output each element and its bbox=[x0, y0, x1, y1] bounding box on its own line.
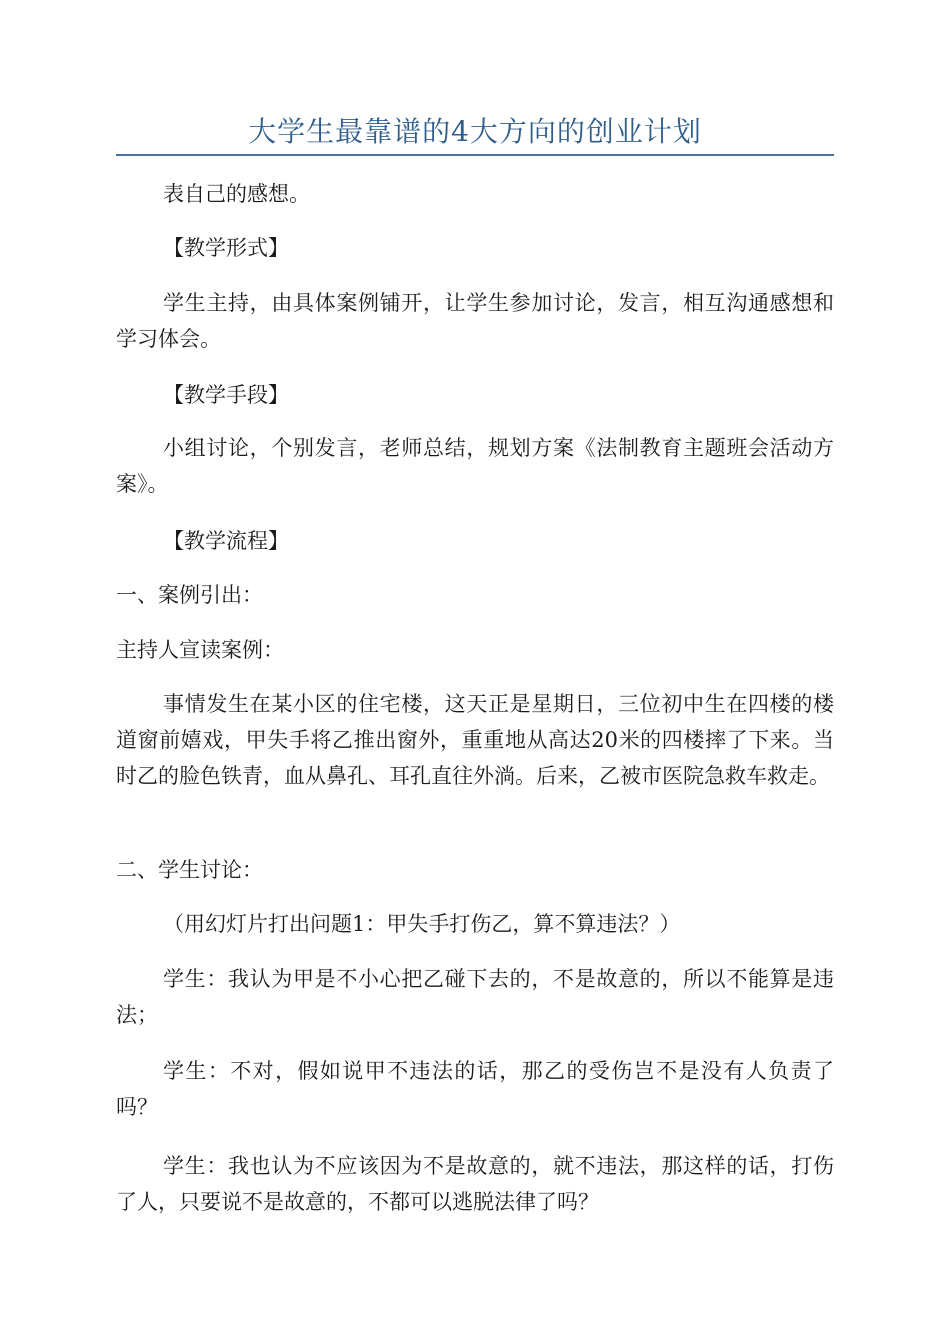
paragraph: 学生：我也认为不应该因为不是故意的，就不违法，那这样的话，打伤了人，只要说不是故意的，不都可以逃脱法律了吗？ bbox=[116, 1154, 834, 1214]
section-heading: 一、案例引出： bbox=[116, 583, 263, 607]
paragraph: 主持人宣读案例： bbox=[116, 638, 284, 662]
paragraph: 事情发生在某小区的住宅楼，这天正是星期日，三位初中生在四楼的楼道窗前嬉戏，甲失手将乙推出窗外，重重地从高达20米的四楼摔了下来。当时乙的脸色铁青，血从鼻孔、耳孔直往外淌。后来，乙被市医院急救车救走。 bbox=[116, 692, 834, 788]
document-title: 大学生最靠谱的4大方向的创业计划 bbox=[248, 115, 702, 148]
paragraph: 表自己的感想。 bbox=[163, 182, 310, 206]
paragraph: 学生：不对，假如说甲不违法的话，那乙的受伤岂不是没有人负责了吗？ bbox=[116, 1059, 834, 1119]
section-heading: 【教学形式】 bbox=[163, 236, 289, 260]
paragraph: 学生：我认为甲是不小心把乙碰下去的，不是故意的，所以不能算是违法； bbox=[116, 967, 834, 1027]
paragraph: 学生主持，由具体案例铺开，让学生参加讨论，发言，相互沟通感想和学习体会。 bbox=[116, 291, 834, 351]
paragraph: （用幻灯片打出问题1：甲失手打伤乙，算不算违法？） bbox=[163, 912, 681, 936]
section-heading: 二、学生讨论： bbox=[116, 858, 263, 882]
title-underline bbox=[116, 154, 834, 156]
paragraph: 小组讨论，个别发言，老师总结，规划方案《法制教育主题班会活动方案》。 bbox=[116, 436, 834, 496]
section-heading: 【教学流程】 bbox=[163, 529, 289, 553]
section-heading: 【教学手段】 bbox=[163, 383, 289, 407]
